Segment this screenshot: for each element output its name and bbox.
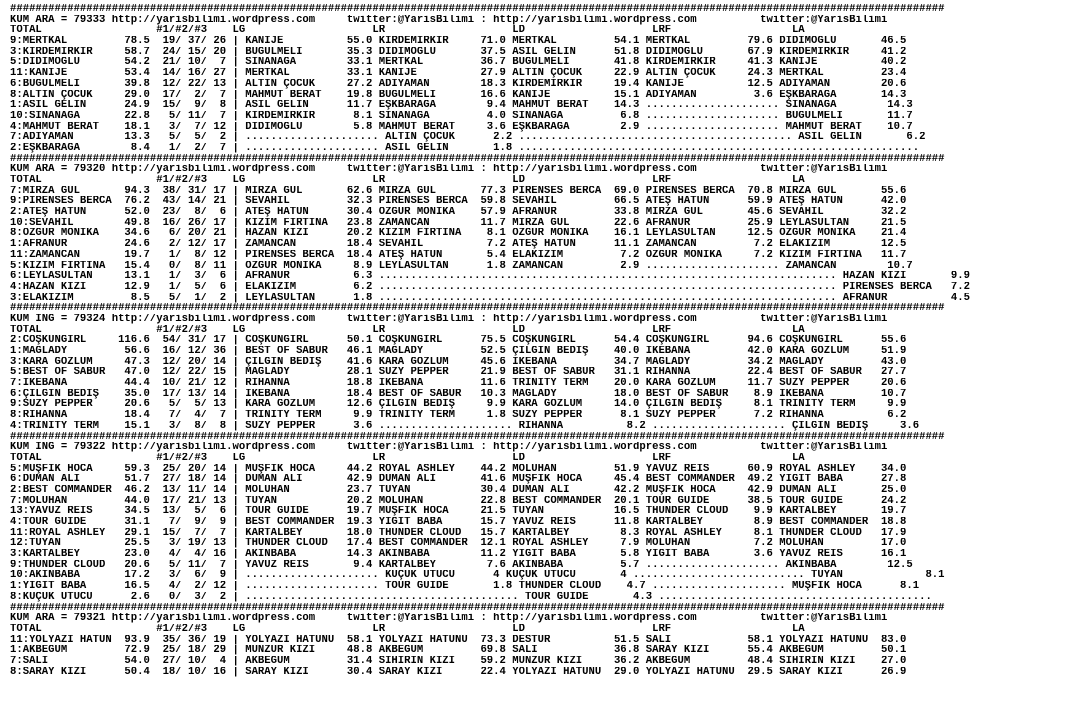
text-line: 7:SALI 54.0 27/ 10/ 4 | AKBEGÜM 31.4 SIHIRIN KIZI 59.2 MUNZUR KIZI 36.2 AKBEGÜM 48.4 SIHIRIN KIZI 27.0 <box>10 655 907 667</box>
text-line: 1:AFRANUR 24.6 2/ 12/ 17 | ZAMANCAN 18.4 SEVAHIL 7.2 ATEŞ HATUN 11.1 ZAMANCAN 7.2 ELAKIZIM 12.5 <box>10 239 907 250</box>
text-line: TOTAL #1/#2/#3 LG LR LD LRF LA <box>10 175 805 186</box>
text-line: 3:KARTALBEY 23.0 4/ 4/ 16 | AKINBABA 14.3 AKINBABA 11.2 YIĞIT BABA 5.8 YIĞIT BABA 3.6 YAVUZ REIS 16.1 <box>10 549 907 560</box>
text-line: 2:ATEŞ HATUN 52.0 23/ 8/ 6 | ATEŞ HATUN 30.4 ÖZGÜR MONIKA 57.9 AFRANUR 33.8 MIRZA GÜL 45.6 SEVAHIL 32.2 <box>10 207 907 218</box>
text-line: 10:SEVAHIL 49.8 16/ 26/ 17 | KIZIM FIRTINA 23.8 ZAMANCAN 11.7 MIRZA GÜL 22.6 AFRANUR 25.9 LEYLASULTAN 21.5 <box>10 217 907 229</box>
text-line: KUM ING = 79324 http://yarisbilimi.wordpress.com twitter:@YarisBilimi : http://yarisbilimi.wordpress.com twitter:@YarisBilimi <box>10 313 888 325</box>
text-line: 1:AKBEGÜM 72.9 25/ 18/ 29 | MUNZUR KIZI 48.8 AKBEGÜM 69.8 SALI 36.8 SARAY KIZI 55.4 AKBEGÜM 50.1 <box>10 645 907 656</box>
text-line: 7:ADIYAMAN 13.3 5/ 5/ 2 | ..................... ALTIN ÇOCUK 2.2 ........................................... ASIL GELIN 6.2 <box>10 132 926 143</box>
text-line: 11:KANIJE 53.4 14/ 16/ 27 | MERTKAL 33.1 KANIJE 27.9 ALTIN ÇOCUK 22.9 ALTIN ÇOCUK 24.3 MERTKAL 23.4 <box>10 68 907 79</box>
text-line: 7:IKEBANA 44.4 10/ 21/ 12 | RIHANNA 18.8 IKEBANA 11.6 TRINITY TERM 20.0 KARA GÖZLÜM 11.7 SUZY PEPPER 20.6 <box>10 378 907 389</box>
text-line: 1:ASIL GELIN 24.9 15/ 9/ 8 | ASIL GELIN 11.7 EŞKBARAĞA 9.4 MAHMUT BERAT 14.3 ..................... SINANAĞA 14.3 <box>10 100 913 111</box>
text-line: 8:KÜÇÜK ÜTÜCÜ 2.6 0/ 3/ 2 | ........................................... TOUR GUIDE 4.3 ........................................... <box>10 591 932 603</box>
text-line: 12:TUYAN 25.5 3/ 19/ 13 | THUNDER CLOUD 17.4 BEST COMMANDER 12.1 ROYAL ASHLEY 7.9 MOLUHAN 7.2 MOLUHAN 17.0 <box>10 538 907 550</box>
text-line: 5:KIZIM FIRTINA 15.4 0/ 8/ 11 | ÖZGÜR MONIKA 8.9 LEYLASULTAN 1.8 ZAMANCAN 2.9 ..................... ZAMANCAN 10.7 <box>10 260 913 272</box>
text-line: 7:MIRZA GÜL 94.3 38/ 31/ 17 | MIRZA GÜL 62.6 MIRZA GÜL 77.3 PIRENSES BERCA 69.0 PIRENSES BERCA 70.8 MIRZA GÜL 55.6 <box>10 185 907 197</box>
text-line: 6:LEYLASULTAN 13.1 1/ 3/ 6 | AFRANUR 6.3 ........................................................................ HAZAN KIZI 9.9 <box>10 271 970 282</box>
text-line: 4:TOUR GUIDE 31.1 7/ 9/ 9 | BEST COMMANDER 19.3 YIĞIT BABA 15.7 YAVUZ REIS 11.8 KARTALBEY 8.9 BEST COMMANDER 18.8 <box>10 517 907 528</box>
text-line: TOTAL #1/#2/#3 LG LR LD LRF LA <box>10 623 805 635</box>
text-line: 2:BEST COMMANDER 46.2 13/ 11/ 14 | MOLUHAN 23.7 TUYAN 30.4 DUMAN ALI 42.2 MÜŞFIK HOCA 42.9 DUMAN ALI 25.0 <box>10 484 907 496</box>
text-line: TOTAL #1/#2/#3 LG LR LD LRF LA <box>10 452 805 464</box>
text-line: 6:ÇILGIN BEDIŞ 35.0 17/ 13/ 14 | IKEBANA 18.4 BEST OF SABUR 10.3 MAGLADY 18.0 BEST OF SABUR 8.9 IKEBANA 10.7 <box>10 388 907 400</box>
text-line: TOTAL #1/#2/#3 LG LR LD LRF LA <box>10 25 805 37</box>
text-line: KUM ARA = 79321 http://yarisbilimi.wordpress.com twitter:@YarisBilimi : http://yarisbilimi.wordpress.com twitter:@YarisBilimi <box>10 613 888 624</box>
text-line: 4:TRINITY TERM 15.1 3/ 8/ 8 | SUZY PEPPER 3.6 ..................... RIHANNA 8.2 ..................... ÇILGIN BEDIŞ 3.6 <box>10 420 920 432</box>
text-line: ################################################################################################################################################### <box>10 303 945 314</box>
text-line: 1:MAGLADY 56.6 16/ 12/ 36 | BEST OF SABUR 46.1 MAGLADY 52.5 ÇILGIN BEDIŞ 40.0 IKEBANA 42.0 KARA GÖZLÜM 51.9 <box>10 346 907 357</box>
text-line: KUM ARA = 79333 http://yarisbilimi.wordpress.com twitter:@YarisBilimi : http://yarisbilimi.wordpress.com twitter:@YarisBilimi <box>10 14 888 26</box>
text-line: 6:DUMAN ALI 51.7 27/ 18/ 14 | DUMAN ALI 42.9 DUMAN ALI 41.6 MÜŞFIK HOCA 45.4 BEST COMMANDER 49.2 YIĞIT BABA 27.8 <box>10 474 907 485</box>
text-line: 11:ZAMANCAN 19.7 1/ 8/ 12 | PIRENSES BERCA 18.4 ATEŞ HATUN 5.4 ELAKIZIM 7.2 ÖZGÜR MONIKA 7.2 KIZIM FIRTINA 11.7 <box>10 249 907 261</box>
text-line: KUM ARA = 79320 http://yarisbilimi.wordpress.com twitter:@YarisBilimi : http://yarisbilimi.wordpress.com twitter:@YarisBilimi <box>10 164 888 175</box>
text-line: 3:ELAKIZIM 8.5 5/ 1/ 2 | LEYLASULTAN 1.8 ........................................................................ AFRANUR 4.5 <box>10 292 970 304</box>
text-line: 8:ÖZGÜR MONIKA 34.6 6/ 20/ 21 | HAZAN KIZI 20.2 KIZIM FIRTINA 8.1 ÖZGÜR MONIKA 16.1 LEYLASULTAN 12.5 ÖZGÜR MONIKA 21.4 <box>10 228 907 240</box>
text-line: 9:THUNDER CLOUD 20.6 5/ 11/ 7 | YAVUZ REIS 9.4 KARTALBEY 7.6 AKINBABA 5.7 ..................... AKINBABA 12.5 <box>10 559 913 571</box>
text-line: 8:SARAY KIZI 50.4 18/ 10/ 16 | SARAY KIZI 30.4 SARAY KIZI 22.4 YOLYAZI HATUNU 29.0 YOLYAZI HATUNU 29.5 SARAY KIZI 26.9 <box>10 666 907 678</box>
text-line: TOTAL #1/#2/#3 LG LR LD LRF LA <box>10 324 805 336</box>
text-line: 5:DIDIMOĞLU 54.2 21/ 10/ 7 | SINANAĞA 33.1 MERTKAL 36.7 BÜĞÜLMELI 41.8 KIRDEMIRKIR 41.3 KANIJE 40.2 <box>10 57 907 69</box>
text-line: 7:MOLUHAN 44.0 17/ 21/ 13 | TUYAN 20.2 MOLUHAN 22.8 BEST COMMANDER 20.1 TOUR GUIDE 38.5 TOUR GUIDE 24.2 <box>10 495 907 507</box>
text-line: 5:BEST OF SABUR 47.0 12/ 22/ 15 | MAGLADY 28.1 SUZY PEPPER 21.9 BEST OF SABUR 31.1 RIHANNA 22.4 BEST OF SABUR 27.7 <box>10 367 907 379</box>
text-line: 2:EŞKBARAĞA 8.4 1/ 2/ 7 | ..................... ASIL GELIN 1.8 ............................................................... <box>10 142 920 154</box>
text-line: ################################################################################################################################################### <box>10 4 945 15</box>
text-line: 13:YAVUZ REIS 34.5 13/ 5/ 6 | TOUR GUIDE 19.7 MÜŞFIK HOCA 21.5 TUYAN 16.5 THUNDER CLOUD 9.9 KARTALBEY 19.7 <box>10 506 907 517</box>
text-line: 8:RIHANNA 18.4 7/ 4/ 7 | TRINITY TERM 9.9 TRINITY TERM 1.8 SUZY PEPPER 8.1 SUZY PEPPER 7.2 RIHANNA 6.2 <box>10 410 907 421</box>
text-line: 6:BÜĞÜLMELI 39.8 12/ 22/ 13 | ALTIN ÇOCUK 27.2 ADIYAMAN 18.3 KIRDEMIRKIR 19.4 KANIJE 12.5 ADIYAMAN 20.6 <box>10 78 907 90</box>
text-line: 9:SUZY PEPPER 20.6 5/ 5/ 13 | KARA GÖZLÜM 12.6 ÇILGIN BEDIŞ 9.9 KARA GÖZLÜM 14.0 ÇILGIN BEDIŞ 8.1 TRINITY TERM 9.9 <box>10 399 907 411</box>
text-line: ################################################################################################################################################### <box>10 153 945 165</box>
text-line: 2:COŞKUNGIRL 116.6 54/ 31/ 17 | COŞKUNGIRL 50.1 COŞKUNGIRL 75.5 COŞKUNGIRL 54.4 COŞKUNGIRL 94.6 COŞKUNGIRL 55.6 <box>10 335 907 346</box>
text-line: 10:SINANAĞA 22.8 5/ 11/ 7 | KIRDEMIRKIR 8.1 SINANAĞA 4.0 SINANAĞA 6.8 ..................... BÜĞÜLMELI 11.7 <box>10 110 913 122</box>
text-line: 11:YOLYAZI HATUN 93.9 35/ 36/ 19 | YOLYAZI HATUNU 58.1 YOLYAZI HATUNU 73.3 DESTUR 51.5 SALI 58.1 YOLYAZI HATUNU 83.0 <box>10 634 907 646</box>
text-line: 1:YIĞIT BABA 16.5 4/ 2/ 12 | ..................... TOUR GUIDE 1.8 THUNDER CLOUD 4.7 ..................... MÜŞFIK HOCA 8.1 <box>10 581 920 592</box>
text-line: KUM ING = 79322 http://yarisbilimi.wordpress.com twitter:@YarisBilimi : http://yarisbilimi.wordpress.com twitter:@YarisBilimi <box>10 442 888 453</box>
text-line: ################################################################################################################################################### <box>10 431 945 443</box>
text-line: 3:KARA GÖZLÜM 47.3 12/ 20/ 14 | ÇILGIN BEDIŞ 41.6 KARA GÖZLÜM 45.6 IKEBANA 34.7 MAGLADY 34.2 MAGLADY 43.0 <box>10 356 907 368</box>
text-line: 9:PIRENSES BERCA 76.2 43/ 14/ 21 | SEVAHIL 32.3 PIRENSES BERCA 59.8 SEVAHIL 66.5 ATEŞ HATUN 59.9 ATEŞ HATUN 42.0 <box>10 196 907 208</box>
text-line: 10:AKINBABA 17.2 3/ 6/ 9 | ..................... KÜÇÜK ÜTÜCÜ 4 KÜÇÜK ÜTÜCÜ 4 ........................... TUYAN 8.1 <box>10 570 945 582</box>
text-line: ################################################################################################################################################### <box>10 602 945 614</box>
text-line: 4:HAZAN KIZI 12.9 1/ 5/ 6 | ELAKIZIM 6.2 ........................................................................ PIRENSES BERCA 7.2 <box>10 281 970 293</box>
text-line: 11:ROYAL ASHLEY 29.1 15/ 7/ 7 | KARTALBEY 18.0 THUNDER CLOUD 15.7 KARTALBEY 8.3 ROYAL ASHLEY 8.1 THUNDER CLOUD 17.9 <box>10 527 907 539</box>
text-line: 5:MÜŞFIK HOCA 59.3 25/ 20/ 14 | MÜŞFIK HOCA 44.2 ROYAL ASHLEY 44.2 MOLUHAN 51.9 YAVUZ REIS 60.9 ROYAL ASHLEY 34.0 <box>10 463 907 475</box>
text-line: 8:ALTIN ÇOCUK 29.0 17/ 2/ 7 | MAHMUT BERAT 19.8 BÜĞÜLMELI 16.6 KANIJE 15.1 ADIYAMAN 3.6 EŞKBARAĞA 14.3 <box>10 89 907 101</box>
text-line: 4:MAHMUT BERAT 18.1 3/ 7/ 12 | DIDIMOĞLU 5.8 MAHMUT BERAT 3.6 EŞKBARAĞA 2.9 ..................... MAHMUT BERAT 10.7 <box>10 121 913 133</box>
text-line: 9:MERTKAL 78.5 19/ 37/ 26 | KANIJE 55.0 KIRDEMIRKIR 71.0 MERTKAL 54.1 MERTKAL 79.6 DIDIMOĞLU 46.5 <box>10 36 907 47</box>
text-line: 3:KIRDEMIRKIR 58.7 24/ 15/ 20 | BÜĞÜLMELI 35.3 DIDIMOĞLU 37.5 ASIL GELIN 51.8 DIDIMOĞLU 67.9 KIRDEMIRKIR 41.2 <box>10 46 907 58</box>
